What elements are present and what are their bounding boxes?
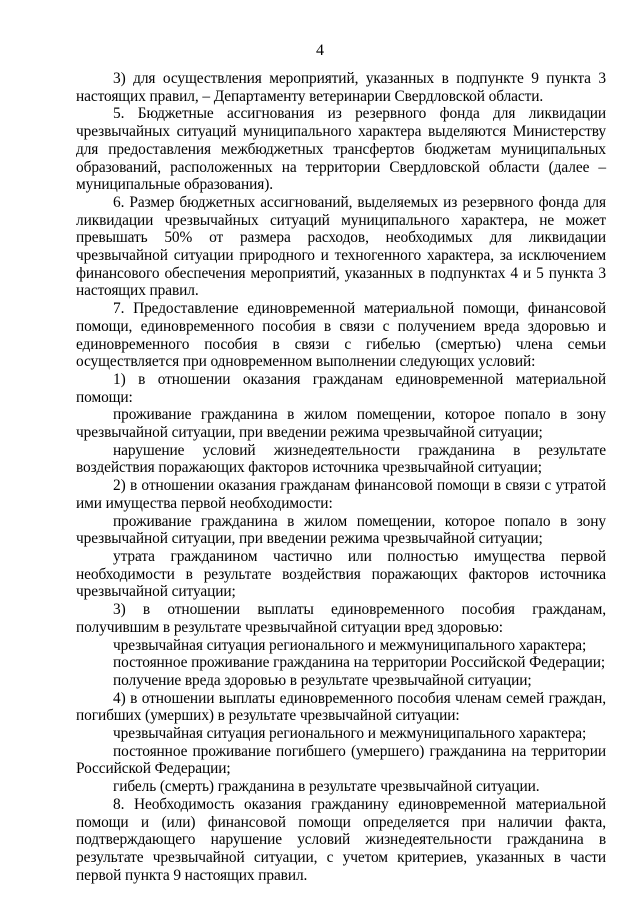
paragraph-7-3-c: получение вреда здоровью в результате чрезвычайной ситуации; [113,671,532,689]
paragraph-5: 5. Бюджетные ассигнования из резервного фонда для ликвидации чрезвычайных ситуаций муниципального характера выделяются Министерству для предоставления межбюджетных трансфертов бюджетам муниципальных образований, расположенных на территории Свердловской области (далее – муниципальные образования). [76,105,606,194]
paragraph-7: 7. Предоставление единовременной материальной помощи, финансовой помощи, единовременного пособия в связи с получением вреда здоровью и единовременного пособия в связи с гибелью (смертью) члена семьи осуществляется при одновременном выполнении следующих условий: [76,300,606,371]
paragraph-7-3: 3) в отношении выплаты единовременного пособия гражданам, получившим в результате чрезвычайной ситуации вред здоровью: [76,601,606,636]
paragraph-4-3: 3) для осуществления мероприятий, указанных в подпункте 9 пункта 3 настоящих правил, – Департаменту ветеринарии Свердловской области. [76,70,606,105]
paragraph-8: 8. Необходимость оказания гражданину единовременной материальной помощи и (или) финансовой помощи определяется при наличии факта, подтверждающего нарушение условий жизнедеятельности гражданина в результате чрезвычайной ситуации, с учетом критериев, указанных в части первой пункта 9 настоящих правил. [76,795,606,884]
paragraph-7-3-b: постоянное проживание гражданина на территории Российской Федерации; [113,654,606,672]
paragraph-7-4: 4) в отношении выплаты единовременного пособия членам семей граждан, погибших (умерших) в результате чрезвычайной ситуации: [76,689,606,725]
paragraph-7-4-c: гибель (смерть) гражданина в результате чрезвычайной ситуации. [113,778,540,796]
paragraph-6: 6. Размер бюджетных ассигнований, выделяемых из резервного фонда для ликвидации чрезвычайных ситуаций муниципального характера, не может превышать 50% от размера расходов, необходимых для ликвидации чрезвычайной ситуации природного и техногенного характера, за исключением финансового обеспечения мероприятий, указанных в подпунктах 4 и 5 пункта 3 настоящих правил. [76,193,606,300]
paragraph-7-4-a: чрезвычайная ситуация регионального и межмуниципального характера; [113,725,587,743]
paragraph-7-2: 2) в отношении оказания гражданам финансовой помощи в связи с утратой ими имущества первой необходимости: [76,477,606,512]
paragraph-7-2-a: проживание гражданина в жилом помещении, которое попало в зону чрезвычайной ситуации, при введении режима чрезвычайной ситуации; [76,512,606,548]
document-body [76,70,606,884]
paragraph-7-3-a: чрезвычайная ситуация регионального и межмуниципального характера; [113,636,587,654]
paragraph-7-1: 1) в отношении оказания гражданам единовременной материальной помощи: [76,370,606,406]
paragraph-7-1-a: проживание гражданина в жилом помещении, которое попало в зону чрезвычайной ситуации, при введении режима чрезвычайной ситуации; [76,406,606,442]
page-number: 4 [316,42,324,59]
paragraph-7-4-b: постоянное проживание погибшего (умершего) гражданина на территории Российской Федерации; [76,742,606,778]
paragraph-7-2-b: утрата гражданином частично или полностью имущества первой необходимости в результате воздействия поражающих факторов источника чрезвычайной ситуации; [76,547,606,601]
paragraph-7-1-b: нарушение условий жизнедеятельности гражданина в результате воздействия поражающих факторов источника чрезвычайной ситуации; [76,441,606,477]
